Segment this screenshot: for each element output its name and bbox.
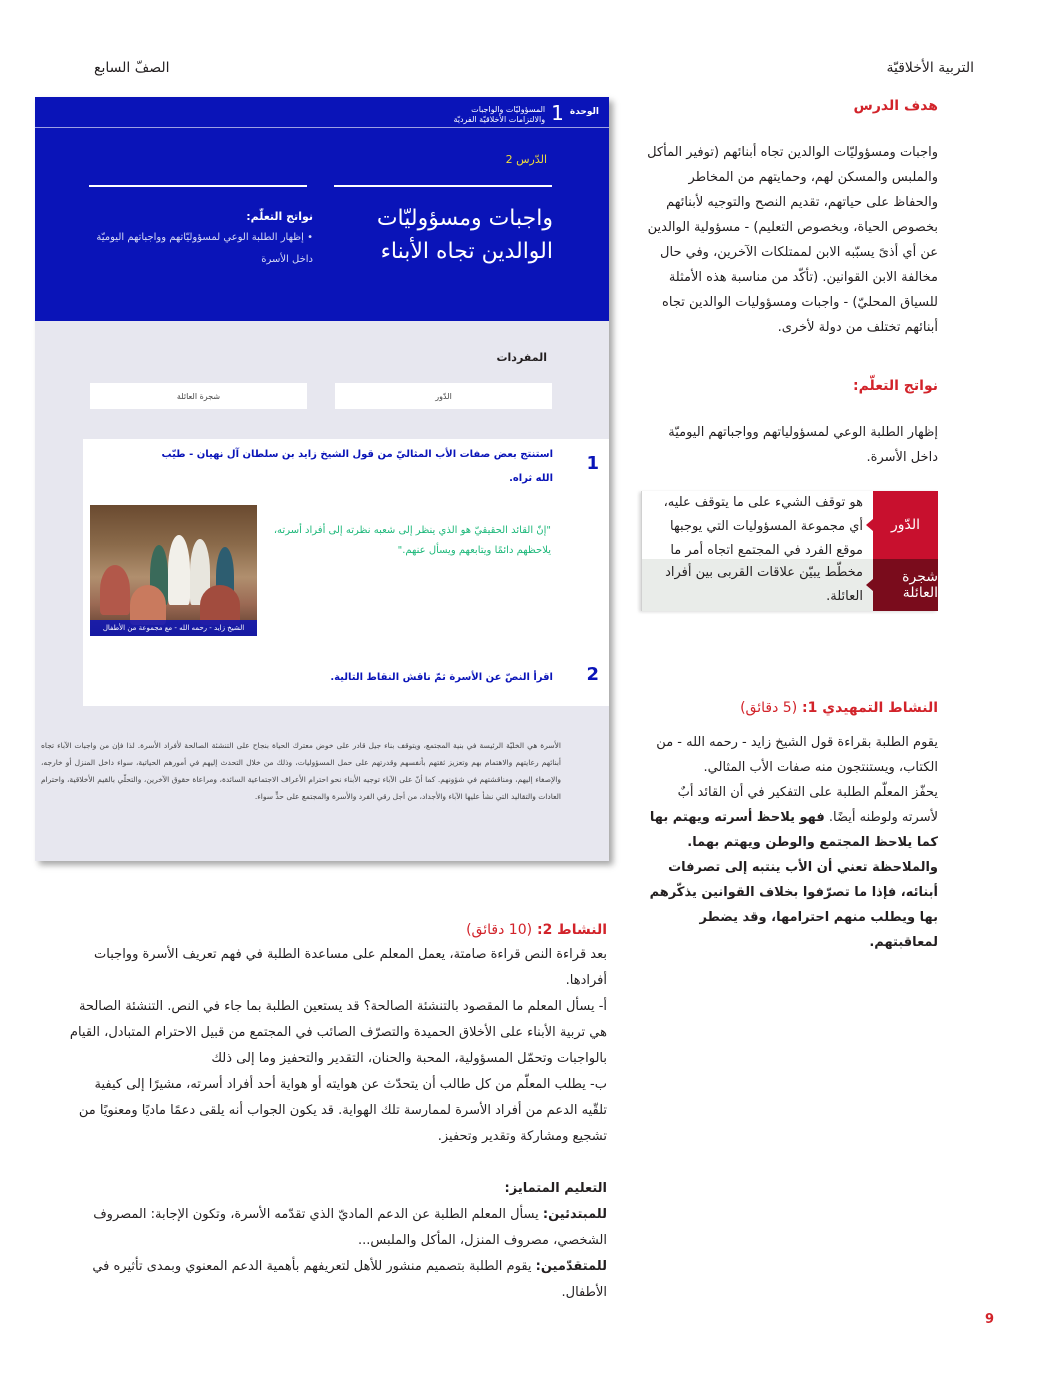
advanced-label: للمتقدّمين:: [535, 1259, 607, 1274]
lesson-goal-section: [646, 98, 938, 340]
book-vocab-box: شجرة العائلة: [90, 383, 307, 409]
book-outcomes-title: نواتج التعلّم:: [246, 210, 313, 223]
unit-number: 1: [551, 101, 564, 125]
unit-label: الوحدة: [569, 107, 599, 117]
question-1-band: [83, 439, 609, 495]
zayed-quote: "إنّ القائد الحقيقيّ هو الذي ينظر إلى شعبه نظرته إلى أفراد أسرته، يلاحظهم دائمًا ويتابعهم ويسأل عنهم.": [273, 525, 551, 556]
activity2-intro: بعد قراءة النص قراءة صامتة، يعمل المعلم على مساعدة الطلبة في فهم تعريف الأسرة وواجبات أفرادها.: [94, 947, 607, 988]
activity1-title: [640, 700, 938, 716]
vocab-row: [642, 491, 938, 559]
activity2-item-b: ب- يطلب المعلّم من كل طالب أن يتحدّث عن هوايته أو هواية أحد أفراد أسرته، مشيرًا إلى كيفية تلقّيه الدعم من أفراد الأسرة لممارسة تلك الهواية. قد يكون الجواب أنه يلقى دعمًا ماديًا ومعنويًا من تشجيع ومشاركة وتقدير وتحفيز.: [78, 1077, 607, 1144]
beginners-label: للمبتدئين:: [542, 1207, 607, 1222]
student-book-page: [35, 97, 609, 861]
learning-outcomes-text: إظهار الطلبة الوعي لمسؤولياتهم وواجباتهم اليوميّة داخل الأسرة.: [668, 425, 938, 465]
advanced-text: يقوم الطلبة بتصميم منشور للأهل لتعريفهم بأهمية الدعم المعنوي وبمدى تأثيره في الأطفال.: [92, 1259, 607, 1300]
title-divider-right: [334, 185, 552, 187]
family-paragraph: الأسرة هي الخليّة الرئيسة في بنية المجتمع، ويتوقف بناء جيل قادر على خوض معترك الحياة بنجاح على التنشئة الصالحة لأفراد الأسرة. لذا فإن من واجبات الآباء تجاه أبنائهم رعايتهم والاهتمام بهم وتعزيز ثقتهم بأنفسهم وقدرتهم على حمل المسؤوليات، وذلك من خلال التحدث إليهم في أمورهم الحياتية، سواء داخل المنزل أو خارجه، والإصغاء إليهم، ومناقشتهم في شؤونهم. كما أنّ على الآباء توجيه الأبناء نحو احترام الأعراف الاجتماعية السائدة، ومراعاة حقوق الآخرين، والتحلّي بالقيم الأخلاقية، واحترام العادات والتقاليد التي نشأ عليها الآباء والأجداد، من أجل رقي الفرد والأسرة والمجتمع على حدٍّ سواء.: [41, 741, 561, 801]
unit-title-line1: المسؤوليّات والواجبات: [471, 105, 546, 114]
title-divider-left: [89, 185, 307, 187]
book-outcomes-item: [83, 227, 313, 271]
activity2-time: (10 دقائق): [466, 922, 533, 938]
differentiated-advanced: [67, 1254, 607, 1306]
question-2-band: [83, 650, 609, 706]
question-2-text: اقرأ النصّ عن الأسرة ثمّ ناقش النقاط التالية.: [330, 672, 553, 683]
activity1-p1: يقوم الطلبة بقراءة قول الشيخ زايد - رحمه الله - من الكتاب، ويستنتجون منه صفات الأب المثالي.: [656, 735, 938, 775]
learning-outcomes-section: [646, 378, 938, 470]
question-2-number: 2: [586, 664, 599, 685]
lesson-title: واجبات ومسؤوليّات الوالدين تجاه الأبناء: [376, 206, 553, 264]
vocab-term: الدّور: [890, 517, 921, 533]
book-outcomes: [83, 210, 313, 271]
unit-divider: [35, 127, 609, 128]
lesson-number: الدّرس 2: [505, 153, 547, 166]
activity1-p2: يحفّز المعلّم الطلبة على التفكير في أن القائد أبٌ لأسرته ولوطنه أيضًا.: [677, 785, 938, 825]
beginners-text: يسأل المعلم الطلبة عن الدعم الماديّ الذي تقدّمه الأسرة، وتكون الإجابة: المصروف الشخصي، مصروف المنزل، المأكل والملبس...: [93, 1207, 607, 1248]
lesson-goal-title: هدف الدرس: [853, 98, 938, 114]
differentiated-title: التعليم المتمايز:: [504, 1181, 607, 1196]
activity2-title-label: النشاط 2:: [536, 922, 607, 938]
book-outcomes-item-text: إظهار الطلبة الوعي لمسؤوليّاتهم وواجباتهم اليوميّة داخل الأسرة: [96, 232, 313, 265]
vocab-term-cell: [873, 559, 938, 611]
subject-title: التربية الأخلاقيّة: [886, 60, 974, 76]
unit-title: [453, 105, 545, 125]
photo-caption: الشيخ زايد - رحمه الله - مع مجموعة من الأطفال: [90, 620, 257, 636]
question-1-text: استنتج بعض صفات الأب المثاليّ من قول الشيخ زايد بن سلطان آل نهيان - طيّب الله ثراه.: [161, 449, 553, 484]
activity1-title-label: النشاط التمهيدي 1:: [802, 700, 938, 716]
sheikh-zayed-photo: [90, 505, 257, 636]
vocab-definition: هو توقف الشيء على ما يتوقف عليه، أي مجموعة المسؤوليات التي يوجبها موقع الفرد في المجتمع اتجاه أمر ما: [642, 491, 873, 559]
activity1-p2-bold: فهو يلاحظ أسرته ويهتم بها كما يلاحظ المجتمع والوطن ويهتم بهما. والملاحظة تعني أن الأب ينتبه إلى تصرفات أبنائه، فإذا ما تصرّفوا بخلاف القوانين يذكّرهم بها ويطلب منهم احترامها، وقد يضطر لمعاقبتهم.: [649, 810, 938, 950]
activity2-section: [67, 922, 607, 1306]
question-1-number: 1: [586, 453, 599, 474]
activity1-section: [640, 700, 938, 955]
bullet: •: [303, 232, 313, 243]
activity2-item-a: أ- يسأل المعلم ما المقصود بالتنشئة الصالحة؟ قد يستعين الطلبة بما جاء في النص. التنشئة الصالحة هي تربية الأبناء على الأخلاق الحميدة والتصرّف الصائب في المجتمع من قبيل الاحترام المتبادل، القيام بالواجبات وتحمّل المسؤولية، المحبة والحنان، التقدير والتحفيز وما إلى ذلك: [69, 999, 607, 1066]
differentiated-beginners: [67, 1202, 607, 1254]
vocab-row: [642, 559, 938, 611]
vocab-definition: مخطّط يبيّن علاقات القربى بين أفراد العائلة.: [642, 559, 873, 611]
unit-title-line2: والالتزامات الأخلاقيّة الفرديّة: [453, 115, 546, 124]
grade-label: الصفّ السابع: [94, 60, 170, 76]
vocab-term: شجرة العائلة: [902, 569, 938, 601]
vocab-term-cell: [873, 491, 938, 559]
activity1-time: (5 دقائق): [740, 700, 798, 716]
activity1-text: [640, 730, 938, 955]
learning-outcomes-title: نواتج التعلّم:: [852, 378, 938, 394]
lesson-goal-text: واجبات ومسؤوليّات الوالدين تجاه أبنائهم (توفير المأكل والملبس والمسكن لهم، وحمايتهم من المخاطر والحفاظ على حياتهم، تقديم النصح والتوجيه لأبنائهم بخصوص الحياة، وبخصوص التعليم) - مسؤولية الوالدين عن أي أذىً يسبّبه الابن لممتلكات الآخرين، وفي حال مخالفة الابن القوانين. (تأكّد من مناسبة هذه الأمثلة للسياق المحليّ) - واجبات ومسؤوليات الوالدين تجاه أبنائهم تختلف من دولة لأخرى.: [647, 145, 938, 335]
unit-badge: [453, 103, 599, 125]
page-number: 9: [984, 1312, 994, 1327]
book-vocab-title: المفردات: [496, 351, 547, 364]
vocabulary-table: [641, 491, 938, 611]
lesson-header-banner: [35, 97, 609, 321]
book-vocab-box: الدّور: [335, 383, 552, 409]
activity2-title: [67, 922, 607, 938]
